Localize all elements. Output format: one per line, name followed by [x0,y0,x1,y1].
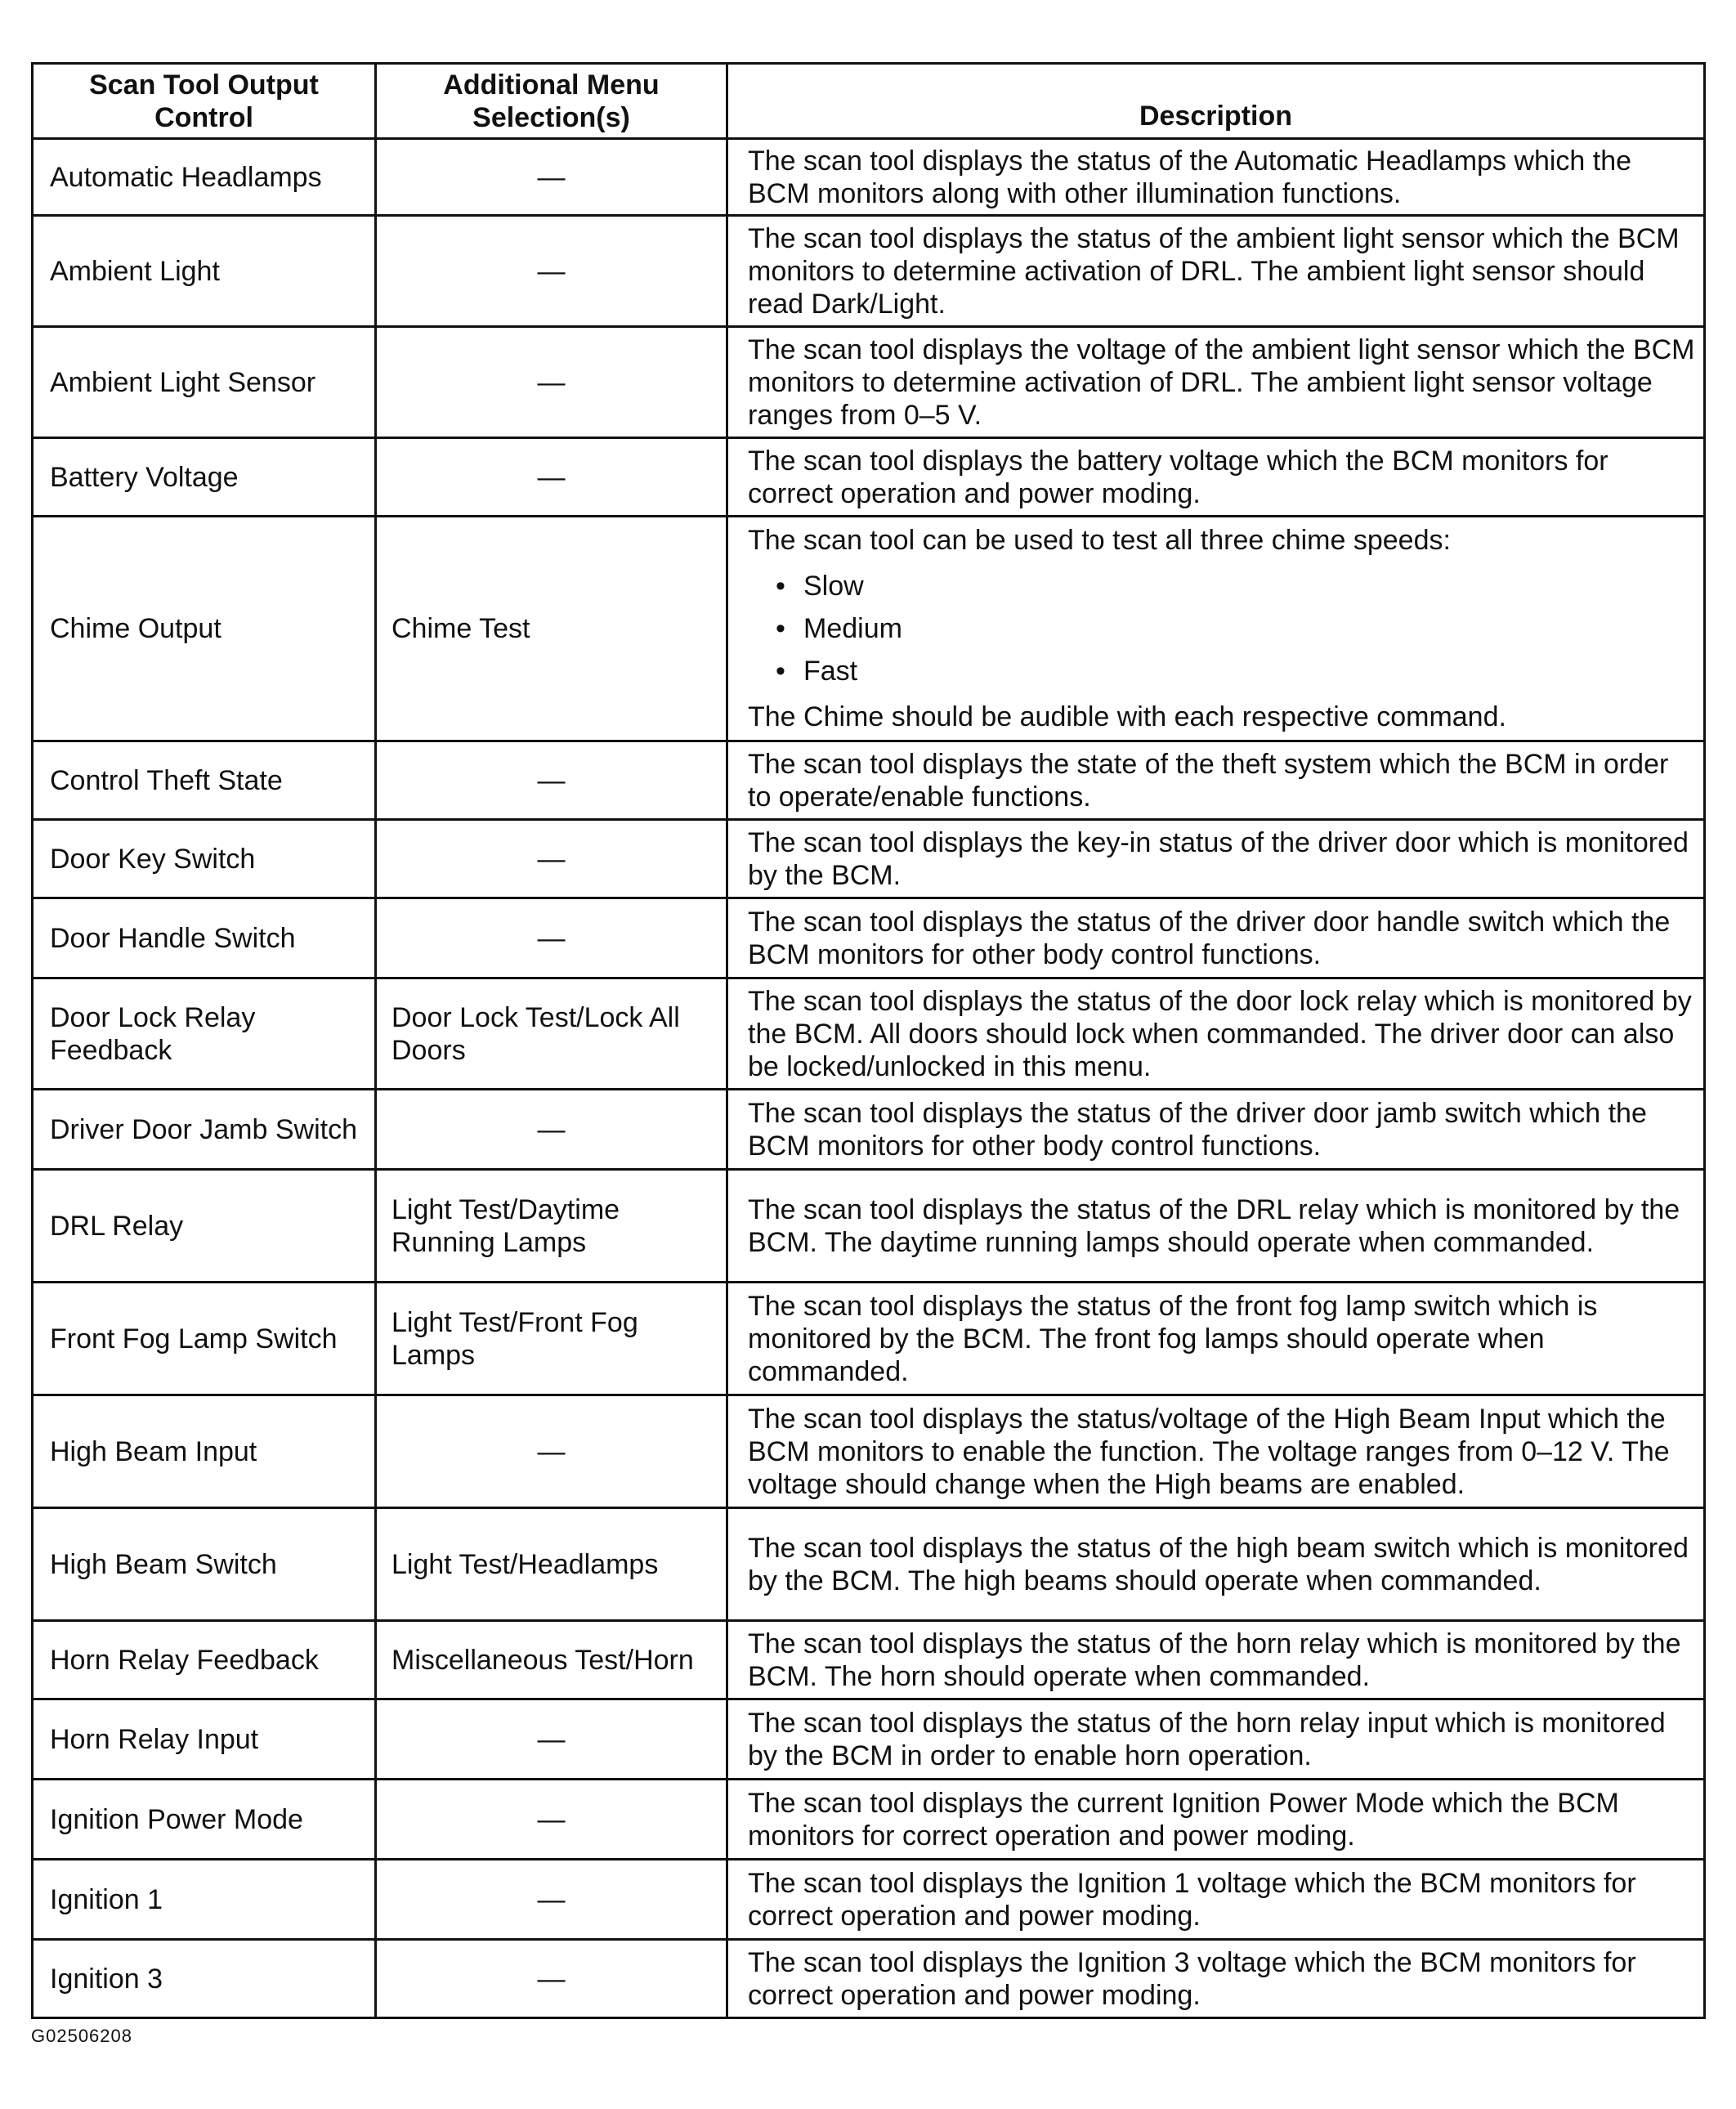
table-row [33,1508,1705,1621]
description-cell: The scan tool displays the status of the high beam switch which is monitored by the BCM. The high beams should operate when commanded. [727,1508,1705,1621]
menu-cell: — [376,1860,727,1940]
menu-cell: — [376,1940,727,2018]
menu-cell: — [376,898,727,978]
description-cell: The scan tool displays the status/voltage of the High Beam Input which the BCM monitors to enable the function. The voltage ranges from 0–12 V. The voltage should change when the High beams are enabled. [727,1395,1705,1508]
control-cell: High Beam Switch [33,1508,376,1621]
control-cell: Chime Output [33,517,376,741]
description-cell: The scan tool displays the key-in status of the driver door which is monitored by the BCM. [727,820,1705,898]
control-cell: Front Fog Lamp Switch [33,1283,376,1395]
description-cell: The scan tool displays the voltage of the ambient light sensor which the BCM monitors to determine activation of DRL. The ambient light sensor voltage ranges from 0–5 V. [727,327,1705,438]
description-cell: The scan tool displays the Ignition 1 voltage which the BCM monitors for correct operation and power moding. [727,1860,1705,1940]
chime-intro-text: The scan tool can be used to test all three chime speeds: [748,525,1451,556]
table-row [33,898,1705,978]
table-row [33,978,1705,1090]
description-cell: The scan tool displays the status of the door lock relay which is monitored by the BCM. All doors should lock when commanded. The driver door can also be locked/unlocked in this menu. [727,978,1705,1090]
menu-cell: — [376,1090,727,1170]
menu-cell: — [376,741,727,820]
list-item: • Medium [776,607,1697,650]
description-cell: The scan tool displays the status of the ambient light sensor which the BCM monitors to determine activation of DRL. The ambient light sensor should read Dark/Light. [727,216,1705,327]
list-item: • Fast [776,650,1697,692]
control-cell: Ignition 3 [33,1940,376,2018]
description-cell: The scan tool displays the status of the horn relay input which is monitored by the BCM in order to enable horn operation. [727,1699,1705,1780]
control-cell: Horn Relay Feedback [33,1621,376,1699]
table-row [33,1621,1705,1699]
description-cell: The scan tool displays the status of the Automatic Headlamps which the BCM monitors along with other illumination functions. [727,139,1705,216]
scan-tool-output-table [31,62,1706,2019]
table-row [33,1780,1705,1860]
description-cell: The scan tool displays the battery voltage which the BCM monitors for correct operation and power moding. [727,438,1705,517]
table-row [33,741,1705,820]
control-cell: Control Theft State [33,741,376,820]
control-cell: Door Handle Switch [33,898,376,978]
menu-cell: — [376,1699,727,1780]
menu-cell: Light Test/Front Fog Lamps [376,1283,727,1395]
description-cell: The scan tool displays the status of the driver door jamb switch which the BCM monitors for other body control functions. [727,1090,1705,1170]
header-description: Description [727,64,1705,139]
description-cell: The scan tool displays the status of the DRL relay which is monitored by the BCM. The daytime running lamps should operate when commanded. [727,1170,1705,1283]
control-cell: Automatic Headlamps [33,139,376,216]
menu-cell: — [376,1780,727,1860]
menu-cell: — [376,216,727,327]
menu-cell: Chime Test [376,517,727,741]
menu-cell: — [376,1395,727,1508]
table-row [33,216,1705,327]
control-cell: Door Key Switch [33,820,376,898]
control-cell: Ambient Light Sensor [33,327,376,438]
control-cell: Ignition 1 [33,1860,376,1940]
description-cell: The scan tool displays the Ignition 3 voltage which the BCM monitors for correct operation and power moding. [727,1940,1705,2018]
table-row [33,1699,1705,1780]
menu-cell: Light Test/Daytime Running Lamps [376,1170,727,1283]
control-cell: Battery Voltage [33,438,376,517]
control-cell: Ignition Power Mode [33,1780,376,1860]
menu-cell: — [376,139,727,216]
description-cell [727,517,1705,741]
figure-id: G02506208 [31,2026,132,2046]
menu-cell: — [376,438,727,517]
menu-cell: — [376,820,727,898]
table-row [33,327,1705,438]
control-cell: Door Lock Relay Feedback [33,978,376,1090]
description-cell: The scan tool displays the status of the driver door handle switch which the BCM monitors for other body control functions. [727,898,1705,978]
table-row [33,517,1705,741]
table-row [33,139,1705,216]
table-row [33,820,1705,898]
chime-outro-text: The Chime should be audible with each respective command. [748,701,1506,732]
table-row [33,1860,1705,1940]
control-cell: Ambient Light [33,216,376,327]
description-cell: The scan tool displays the status of the front fog lamp switch which is monitored by the BCM. The front fog lamps should operate when commanded. [727,1283,1705,1395]
control-cell: DRL Relay [33,1170,376,1283]
control-cell: High Beam Input [33,1395,376,1508]
table-row [33,1395,1705,1508]
header-menu-selection: Additional Menu Selection(s) [376,64,727,139]
table-row [33,1283,1705,1395]
table-row [33,438,1705,517]
menu-cell: — [376,327,727,438]
menu-cell: Door Lock Test/Lock All Doors [376,978,727,1090]
control-cell: Horn Relay Input [33,1699,376,1780]
table-row [33,1090,1705,1170]
control-cell: Driver Door Jamb Switch [33,1090,376,1170]
list-item: • Slow [776,565,1697,607]
header-control: Scan Tool Output Control [33,64,376,139]
table-row [33,1940,1705,2018]
chime-speed-list [748,565,1697,692]
table-header-row [33,64,1705,139]
table-row [33,1170,1705,1283]
menu-cell: Miscellaneous Test/Horn [376,1621,727,1699]
description-cell: The scan tool displays the status of the horn relay which is monitored by the BCM. The horn should operate when commanded. [727,1621,1705,1699]
menu-cell: Light Test/Headlamps [376,1508,727,1621]
description-cell: The scan tool displays the state of the theft system which the BCM in order to operate/enable functions. [727,741,1705,820]
description-cell: The scan tool displays the current Ignition Power Mode which the BCM monitors for correct operation and power moding. [727,1780,1705,1860]
